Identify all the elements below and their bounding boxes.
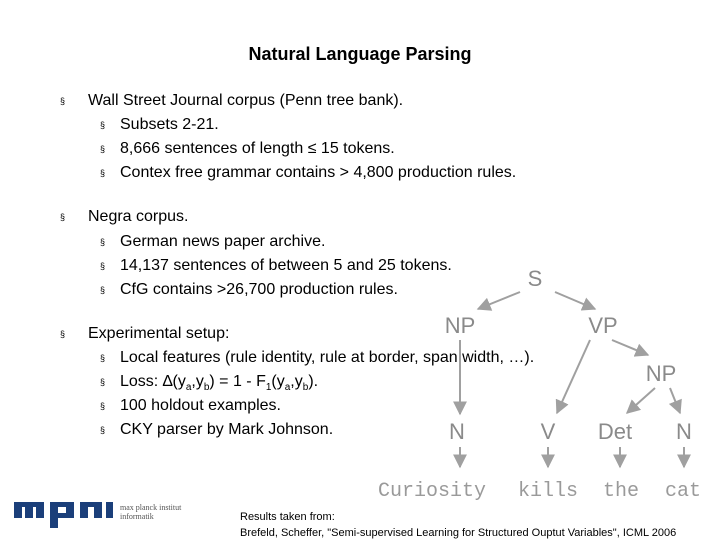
section-2-heading: Negra corpus. (88, 208, 189, 225)
section-1-item: Contex free grammar contains > 4,800 production rules. (120, 164, 517, 181)
tree-node-v: V (540, 419, 556, 444)
loss-prefix: Loss: (120, 373, 163, 390)
tree-node-s: S (527, 266, 543, 291)
tree-node-n2: N (676, 419, 692, 444)
tree-word: Curiosity (377, 480, 487, 503)
bullet-icon: § (100, 261, 106, 271)
loss-subscript: b (203, 382, 210, 394)
section-3-item: 100 holdout examples. (120, 397, 281, 414)
bullet-icon: § (100, 353, 106, 363)
bullet-icon: § (100, 237, 106, 247)
loss-subscript: b (302, 382, 309, 394)
loss-subscript: a (185, 382, 192, 394)
slide-title: Natural Language Parsing (248, 44, 472, 64)
loss-part: (y (172, 373, 186, 390)
bullet-icon: § (60, 212, 66, 222)
section-3-item: Local features (rule identity, rule at border, span width, …). (120, 349, 535, 366)
bullet-icon: § (60, 329, 66, 339)
credit-line: Results taken from: (240, 511, 335, 523)
section-1-heading: Wall Street Journal corpus (Penn tree bank). (88, 92, 404, 109)
loss-part: ,y (290, 373, 303, 390)
section-1-item: 8,666 sentences of length ≤ 15 tokens. (120, 140, 395, 157)
source-credit (240, 509, 676, 541)
tree-node-vp: VP (588, 313, 618, 338)
bullet-icon: § (100, 168, 106, 178)
loss-subscript: 1 (265, 382, 272, 394)
bullet-icon: § (100, 377, 106, 387)
bullet-icon: § (100, 144, 106, 154)
loss-part: ,y (191, 373, 204, 390)
loss-part: ). (308, 373, 319, 390)
tree-node-np2: NP (645, 361, 677, 386)
section-3-item: CKY parser by Mark Johnson. (120, 421, 334, 438)
institute-name (120, 503, 181, 521)
loss-part: ) = 1 - F (209, 373, 266, 390)
tree-node-n: N (449, 419, 465, 444)
tree-word: cat (664, 480, 702, 503)
tree-edge (478, 292, 520, 309)
tree-edge (612, 340, 648, 355)
section-2-item: German news paper archive. (120, 233, 326, 250)
mpi-logo-icon (14, 496, 114, 530)
section-3-heading: Experimental setup: (88, 325, 230, 342)
bullet-icon: § (100, 425, 106, 435)
delta-symbol: ∆ (162, 373, 173, 390)
section-2-item: CfG contains >26,700 production rules. (120, 281, 398, 298)
institute-name-line: max planck institut (120, 503, 182, 512)
tree-node-det: Det (597, 419, 633, 444)
tree-word: the (602, 480, 640, 503)
loss-subscript: a (284, 382, 291, 394)
tree-edge (555, 292, 595, 309)
bullet-icon: § (100, 285, 106, 295)
bullet-icon: § (100, 401, 106, 411)
bullet-icon: § (60, 96, 66, 106)
institute-name-line: informatik (120, 512, 154, 521)
section-1-item: Subsets 2-21. (120, 116, 219, 133)
credit-line: Brefeld, Scheffer, "Semi-supervised Learning for Structured Ouptut Variables", ICML 2006 (240, 527, 677, 539)
loss-part: (y (271, 373, 285, 390)
tree-word: kills (517, 480, 579, 503)
bullet-icon: § (100, 120, 106, 130)
tree-edge (627, 388, 655, 413)
tree-edge (670, 388, 680, 413)
tree-node-np: NP (444, 313, 476, 338)
tree-edge (557, 340, 590, 413)
section-2-item: 14,137 sentences of between 5 and 25 tokens. (120, 257, 452, 274)
